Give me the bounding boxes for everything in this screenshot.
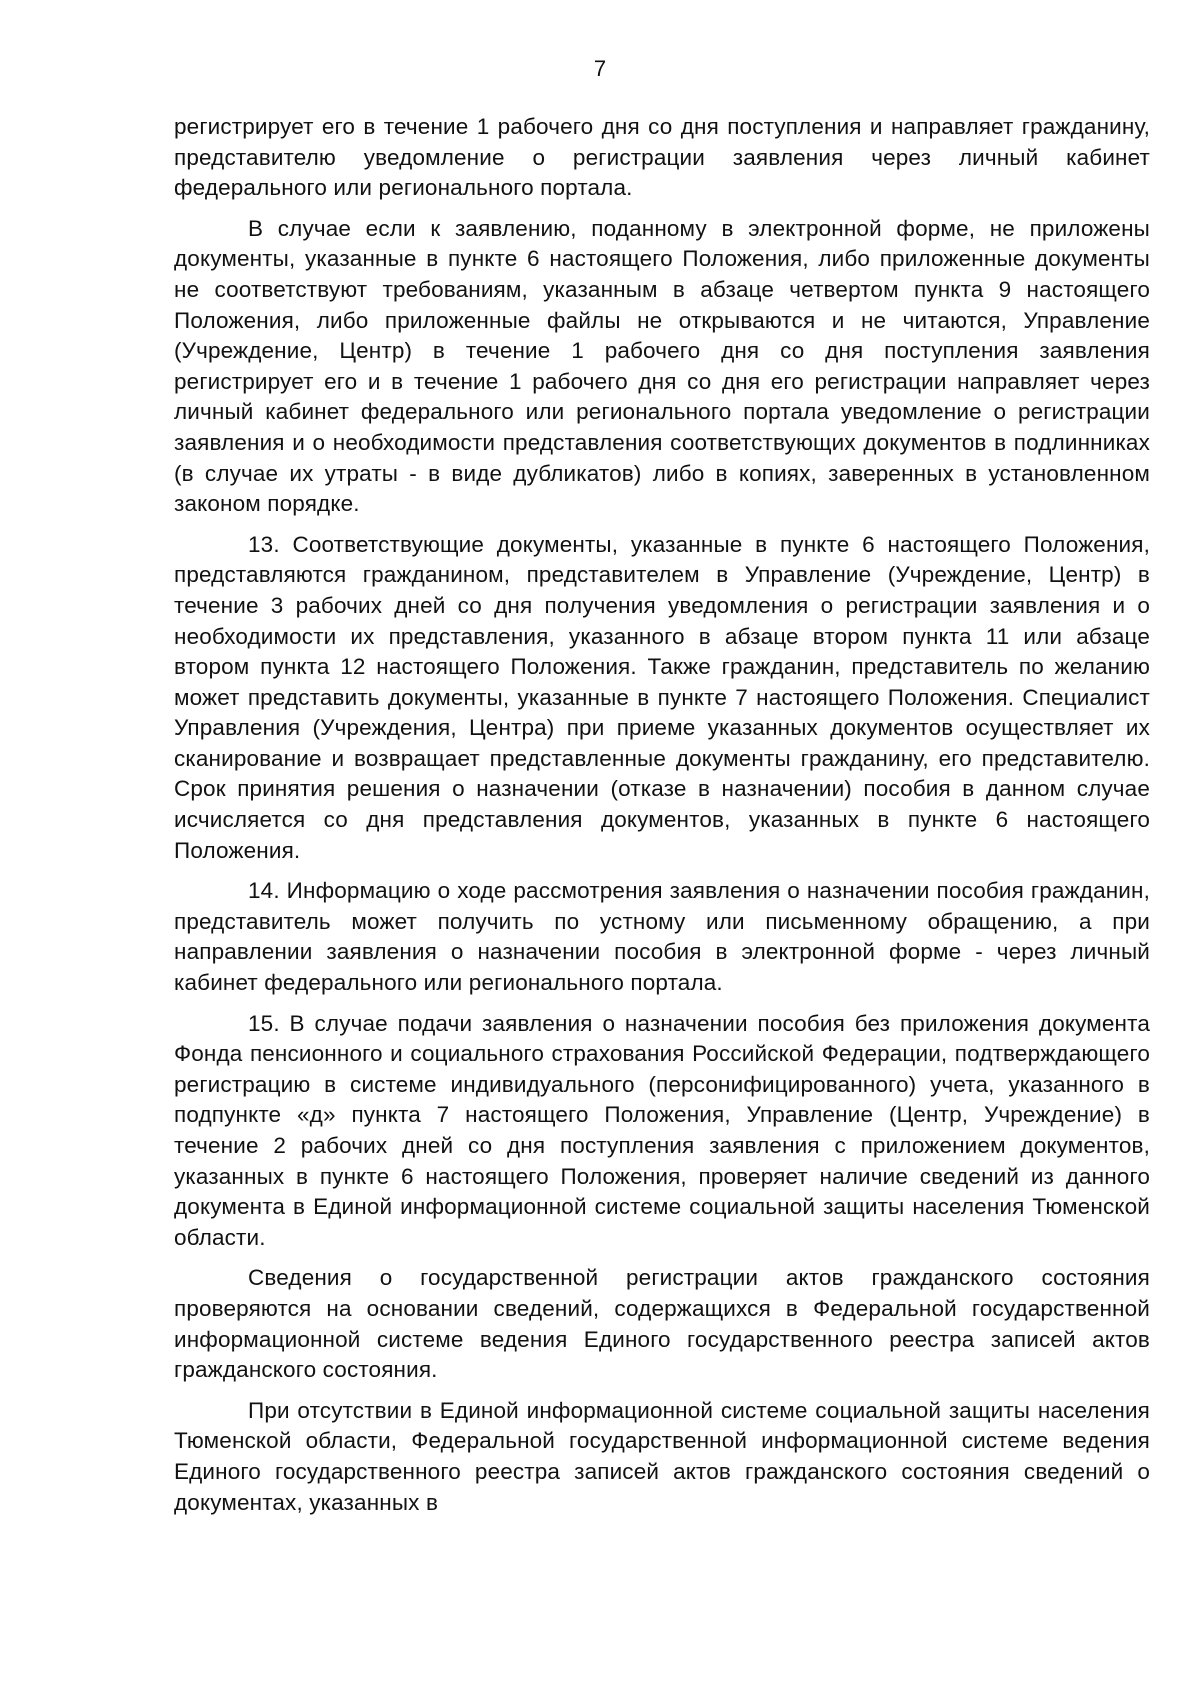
paragraph-item-15: 15. В случае подачи заявления о назначении пособия без приложения документа Фонда пенсионного и социального страхования Российской Федерации, подтверждающего регистрацию в системе индивидуального (персонифицированного) учета, указанного в подпункте «д» пункта 7 настоящего Положения, Управление (Центр, Учреждение) в течение 2 рабочих дней со дня поступления заявления с приложением документов, указанных в пункте 6 настоящего Положения, проверяет наличие сведений из данного документа в Единой информационной системе социальной защиты населения Тюменской области. (174, 1010, 1150, 1250)
paragraph-item-14: 14. Информацию о ходе рассмотрения заявления о назначении пособия гражданин, представитель может получить по устному или письменному обращению, а при направлении заявления о назначении пособия в электронной форме - через личный кабинет федерального или регионального портала. (174, 878, 1150, 996)
paragraph-absence-of-records: При отсутствии в Единой информационной системе социальной защиты населения Тюменской области, Федеральной государственной информационной системе ведения Единого государственного реестра записей актов гражданского состояния сведений о документах, указанных в (174, 1397, 1150, 1515)
document-body (174, 112, 1150, 1528)
paragraph-civil-registration: Сведения о государственной регистрации актов гражданского состояния проверяются на основании сведений, содержащихся в Федеральной государственной информационной системе ведения Единого государственного реестра записей актов гражданского состояния. (174, 1265, 1150, 1383)
paragraph-electronic-submission: В случае если к заявлению, поданному в электронной форме, не приложены документы, указанные в пункте 6 настоящего Положения, либо приложенные документы не соответствуют требованиям, указанным в абзаце четвертом пункта 9 настоящего Положения, либо приложенные файлы не открываются и не читаются, Управление (Учреждение, Центр) в течение 1 рабочего дня со дня поступления заявления регистрирует его и в течение 1 рабочего дня со дня его регистрации направляет через личный кабинет федерального или регионального портала уведомление о регистрации заявления и о необходимости представления соответствующих документов в подлинниках (в случае их утраты - в виде дубликатов) либо в копиях, заверенных в установленном законом порядке. (174, 215, 1150, 517)
page-number: 7 (593, 56, 607, 81)
paragraph-continuation: регистрирует его в течение 1 рабочего дня со дня поступления и направляет гражданину, представителю уведомление о регистрации заявления через личный кабинет федерального или регионального портала. (174, 114, 1150, 201)
paragraph-item-13: 13. Соответствующие документы, указанные в пункте 6 настоящего Положения, представляются гражданином, представителем в Управление (Учреждение, Центр) в течение 3 рабочих дней со дня получения уведомления о регистрации заявления и о необходимости их представления, указанного в абзаце втором пункта 11 или абзаце втором пункта 12 настоящего Положения. Также гражданин, представитель по желанию может представить документы, указанные в пункте 7 настоящего Положения. Специалист Управления (Учреждения, Центра) при приеме указанных документов осуществляет их сканирование и возвращает представленные документы гражданину, его представителю. Срок принятия решения о назначении (отказе в назначении) пособия в данном случае исчисляется со дня представления документов, указанных в пункте 6 настоящего Положения. (174, 531, 1150, 863)
